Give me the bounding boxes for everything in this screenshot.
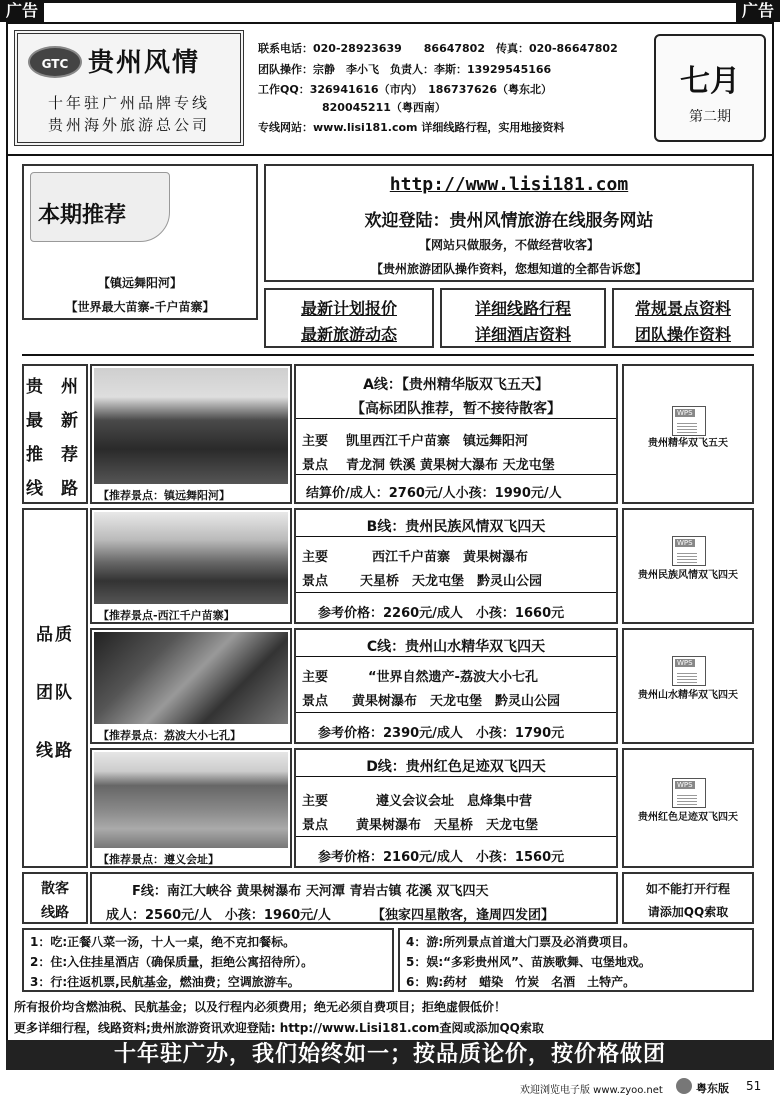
services-right	[398, 928, 754, 992]
divider	[296, 776, 616, 777]
nav-team-ops-link[interactable]: 团队操作资料	[634, 325, 731, 344]
recommend-box	[22, 164, 258, 320]
scatter-label-1: 散客	[41, 881, 69, 897]
nav-latest-price-link[interactable]: 最新计划报价	[300, 299, 397, 318]
scatter-price: 成人：2560元/人 小孩：1960元/人	[106, 908, 331, 923]
route-c-photo-image	[94, 632, 288, 724]
route-d-price: 参考价格：2160元/成人 小孩：1560元	[318, 850, 565, 865]
route-d-spots-2: 黄果树瀑布 天星桥 天龙屯堡	[356, 818, 539, 833]
route-c-title: C线：贵州山水精华双飞四天	[366, 639, 546, 655]
scatter-label-2: 线路	[41, 905, 69, 921]
latest-label-2: 最 新	[26, 411, 84, 431]
route-a-photo-image	[94, 368, 288, 484]
service-food: 1：吃:正餐八菜一汤，十人一桌，绝不克扣餐标。	[30, 935, 296, 949]
latest-label-box	[22, 364, 88, 504]
issue-month: 七月	[680, 64, 740, 99]
route-b-spots-label-2: 景点	[302, 574, 329, 589]
contact-qq-2: 820045211（粤西南）	[322, 101, 446, 114]
service-tour: 4：游:所列景点首道大门票及必消费项目。	[406, 935, 636, 949]
wps-file-icon: WPS	[672, 536, 706, 566]
route-b-spots-1: 西江千户苗寨 黄果树瀑布	[372, 550, 529, 565]
website-box	[264, 164, 754, 282]
footer-edition: 粤东版	[696, 1082, 729, 1095]
route-d-file-box[interactable]	[622, 748, 754, 868]
nav-hotel-link[interactable]: 详细酒店资料	[474, 325, 571, 344]
route-a-title: A线：【贵州精华版双飞五天】	[363, 377, 549, 393]
nav-group-3	[612, 288, 754, 348]
scatter-note: 【独家四星散客，逢周四发团】	[372, 908, 555, 923]
recommend-item-1: 【镇远舞阳河】	[97, 276, 182, 290]
page-number: 51	[746, 1079, 762, 1093]
scatter-label-box	[22, 872, 88, 924]
route-a-info	[294, 364, 618, 504]
quality-label-3: 线路	[36, 741, 74, 761]
logo-box	[14, 30, 244, 146]
contact-website: 专线网站：www.lisi181.com 详细线路行程，实用地接资料	[258, 121, 565, 134]
ad-label-left: 广告	[0, 0, 44, 22]
logo-company: 贵州海外旅游总公司	[47, 116, 210, 134]
route-a-caption: 【推荐景点：镇远舞阳河】	[98, 489, 230, 502]
divider	[296, 656, 616, 657]
wps-file-icon: WPS	[672, 656, 706, 686]
service-transport: 3：行:往返机票,民航基金，燃油费；空调旅游车。	[30, 975, 300, 989]
route-a-spots-label-2: 景点	[302, 458, 329, 473]
divider	[296, 592, 616, 593]
route-c-spots-1: “世界自然遗产-荔波大小七孔	[368, 670, 538, 685]
quality-label-box	[22, 508, 88, 868]
route-c-spots-label-2: 景点	[302, 694, 329, 709]
website-note-2: 【贵州旅游团队操作资料，您想知道的全都告诉您】	[370, 262, 647, 276]
route-d-spots-label-1: 主要	[302, 794, 329, 809]
divider	[296, 536, 616, 537]
service-entertainment: 5：娱:“多彩贵州风”、苗族歌舞、屯堡地戏。	[406, 955, 651, 969]
nav-route-detail-link[interactable]: 详细线路行程	[474, 299, 571, 318]
route-b-photo-box	[90, 508, 292, 624]
divider	[6, 154, 774, 156]
route-c-price: 参考价格：2390元/成人 小孩：1790元	[318, 726, 565, 741]
route-c-spots-2: 黄果树瀑布 天龙屯堡 黔灵山公园	[352, 694, 561, 709]
top-rule	[0, 0, 780, 3]
divider	[296, 418, 616, 419]
route-b-caption: 【推荐景点-西江千户苗寨】	[98, 609, 235, 622]
issue-number: 第二期	[689, 109, 731, 125]
nav-spots-link[interactable]: 常规景点资料	[634, 299, 731, 318]
route-a-photo-box	[90, 364, 292, 504]
route-b-spots-2: 天星桥 天龙屯堡 黔灵山公园	[360, 574, 543, 589]
divider	[296, 474, 616, 475]
quality-label-1: 品质	[36, 625, 74, 645]
route-c-spots-label-1: 主要	[302, 670, 329, 685]
slogan-banner: 十年驻广办，我们始终如一；按品质论价，按价格做团	[6, 1040, 774, 1070]
route-c-caption: 【推荐景点：荔波大小七孔】	[98, 729, 241, 742]
latest-label-3: 推 荐	[26, 445, 84, 465]
scatter-route: F线：南江大峡谷 黄果树瀑布 天河潭 青岩古镇 花溪 双飞四天	[132, 884, 489, 899]
route-b-info	[294, 508, 618, 624]
route-a-price: 结算价/成人：2760元/人小孩：1990元/人	[306, 486, 562, 501]
nav-latest-news-link[interactable]: 最新旅游动态	[300, 325, 397, 344]
website-welcome: 欢迎登陆：贵州风情旅游在线服务网站	[364, 211, 654, 231]
route-d-spots-label-2: 景点	[302, 818, 329, 833]
route-c-file-box[interactable]	[622, 628, 754, 744]
contact-qq: 工作QQ：326941616（市内） 186737626（粤东北）	[258, 83, 552, 96]
scatter-side-1: 如不能打开行程	[645, 882, 730, 896]
route-b-file-box[interactable]	[622, 508, 754, 624]
logo-title: 贵州风情	[88, 48, 201, 78]
scatter-side-box	[622, 872, 754, 924]
route-a-spots-2: 青龙洞 铁溪 黄果树大瀑布 天龙屯堡	[346, 458, 555, 473]
route-a-file-label: 贵州精华双飞五天	[648, 438, 728, 449]
route-c-file-label: 贵州山水精华双飞四天	[638, 690, 738, 701]
route-a-spots-label-1: 主要	[302, 434, 329, 449]
route-d-photo-image	[94, 752, 288, 848]
route-a-subtitle: 【高标团队推荐，暂不接待散客】	[351, 401, 561, 417]
route-a-spots-1: 凯里西江千户苗寨 镇远舞阳河	[346, 434, 529, 449]
ad-label-right: 广告	[736, 0, 780, 22]
route-b-spots-label-1: 主要	[302, 550, 329, 565]
route-d-spots-1: 遵义会议会址 息烽集中营	[376, 794, 533, 809]
divider	[22, 354, 754, 356]
nav-group-2	[440, 288, 606, 348]
logo-badge-icon: GTC	[28, 46, 82, 78]
route-a-file-box[interactable]	[622, 364, 754, 504]
divider	[296, 836, 616, 837]
route-b-file-label: 贵州民族风情双飞四天	[638, 570, 738, 581]
route-d-photo-box	[90, 748, 292, 868]
website-url-link[interactable]: http://www.lisi181.com	[389, 174, 629, 195]
divider	[296, 712, 616, 713]
nav-group-1	[264, 288, 434, 348]
route-c-info	[294, 628, 618, 744]
scatter-side-2: 请添加QQ索取	[647, 905, 729, 919]
route-b-title: B线：贵州民族风情双飞四天	[366, 519, 546, 535]
service-shopping: 6：购:药材 蜡染 竹炭 名酒 土特产。	[406, 975, 636, 989]
route-d-title: D线：贵州红色足迹双飞四天	[366, 759, 546, 775]
contact-phone: 联系电话：020-28923639 86647802 传真：020-86647802	[258, 42, 618, 55]
publisher-logo-icon	[676, 1078, 692, 1094]
wps-file-icon: WPS	[672, 778, 706, 808]
route-c-photo-box	[90, 628, 292, 744]
route-d-info	[294, 748, 618, 868]
issue-scroll	[654, 34, 766, 142]
route-d-caption: 【推荐景点：遵义会址】	[98, 853, 219, 866]
route-b-photo-image	[94, 512, 288, 604]
route-d-file-label: 贵州红色足迹双飞四天	[638, 812, 738, 823]
recommend-title: 本期推荐	[38, 203, 127, 228]
services-left	[22, 928, 394, 992]
scatter-info	[90, 872, 618, 924]
quality-label-2: 团队	[36, 683, 74, 703]
note-more-info: 更多详细行程，线路资料;贵州旅游资讯欢迎登陆: http://www.Lisi181.com查阅或添加QQ索取	[14, 1021, 544, 1035]
service-stay: 2：住:入住挂星酒店（确保质量，拒绝公寓招待所）。	[30, 955, 314, 969]
footer-text: 欢迎浏览电子版 www.zyoo.net	[520, 1085, 663, 1096]
recommend-item-2: 【世界最大苗寨-千户苗寨】	[65, 300, 215, 314]
note-pricing: 所有报价均含燃油税、民航基金；以及行程内必须费用；绝无必须自费项目；拒绝虚假低价！	[14, 1000, 507, 1014]
latest-label-1: 贵 州	[26, 377, 84, 397]
logo-slogan: 十年驻广州品牌专线	[47, 94, 210, 112]
latest-label-4: 线 路	[26, 479, 84, 499]
contact-team: 团队操作：宗静 李小飞 负责人：李斯：13929545166	[258, 63, 552, 76]
wps-file-icon: WPS	[672, 406, 706, 436]
website-note-1: 【网站只做服务，不做经营收客】	[418, 238, 599, 252]
route-b-price: 参考价格：2260元/成人 小孩：1660元	[318, 606, 565, 621]
